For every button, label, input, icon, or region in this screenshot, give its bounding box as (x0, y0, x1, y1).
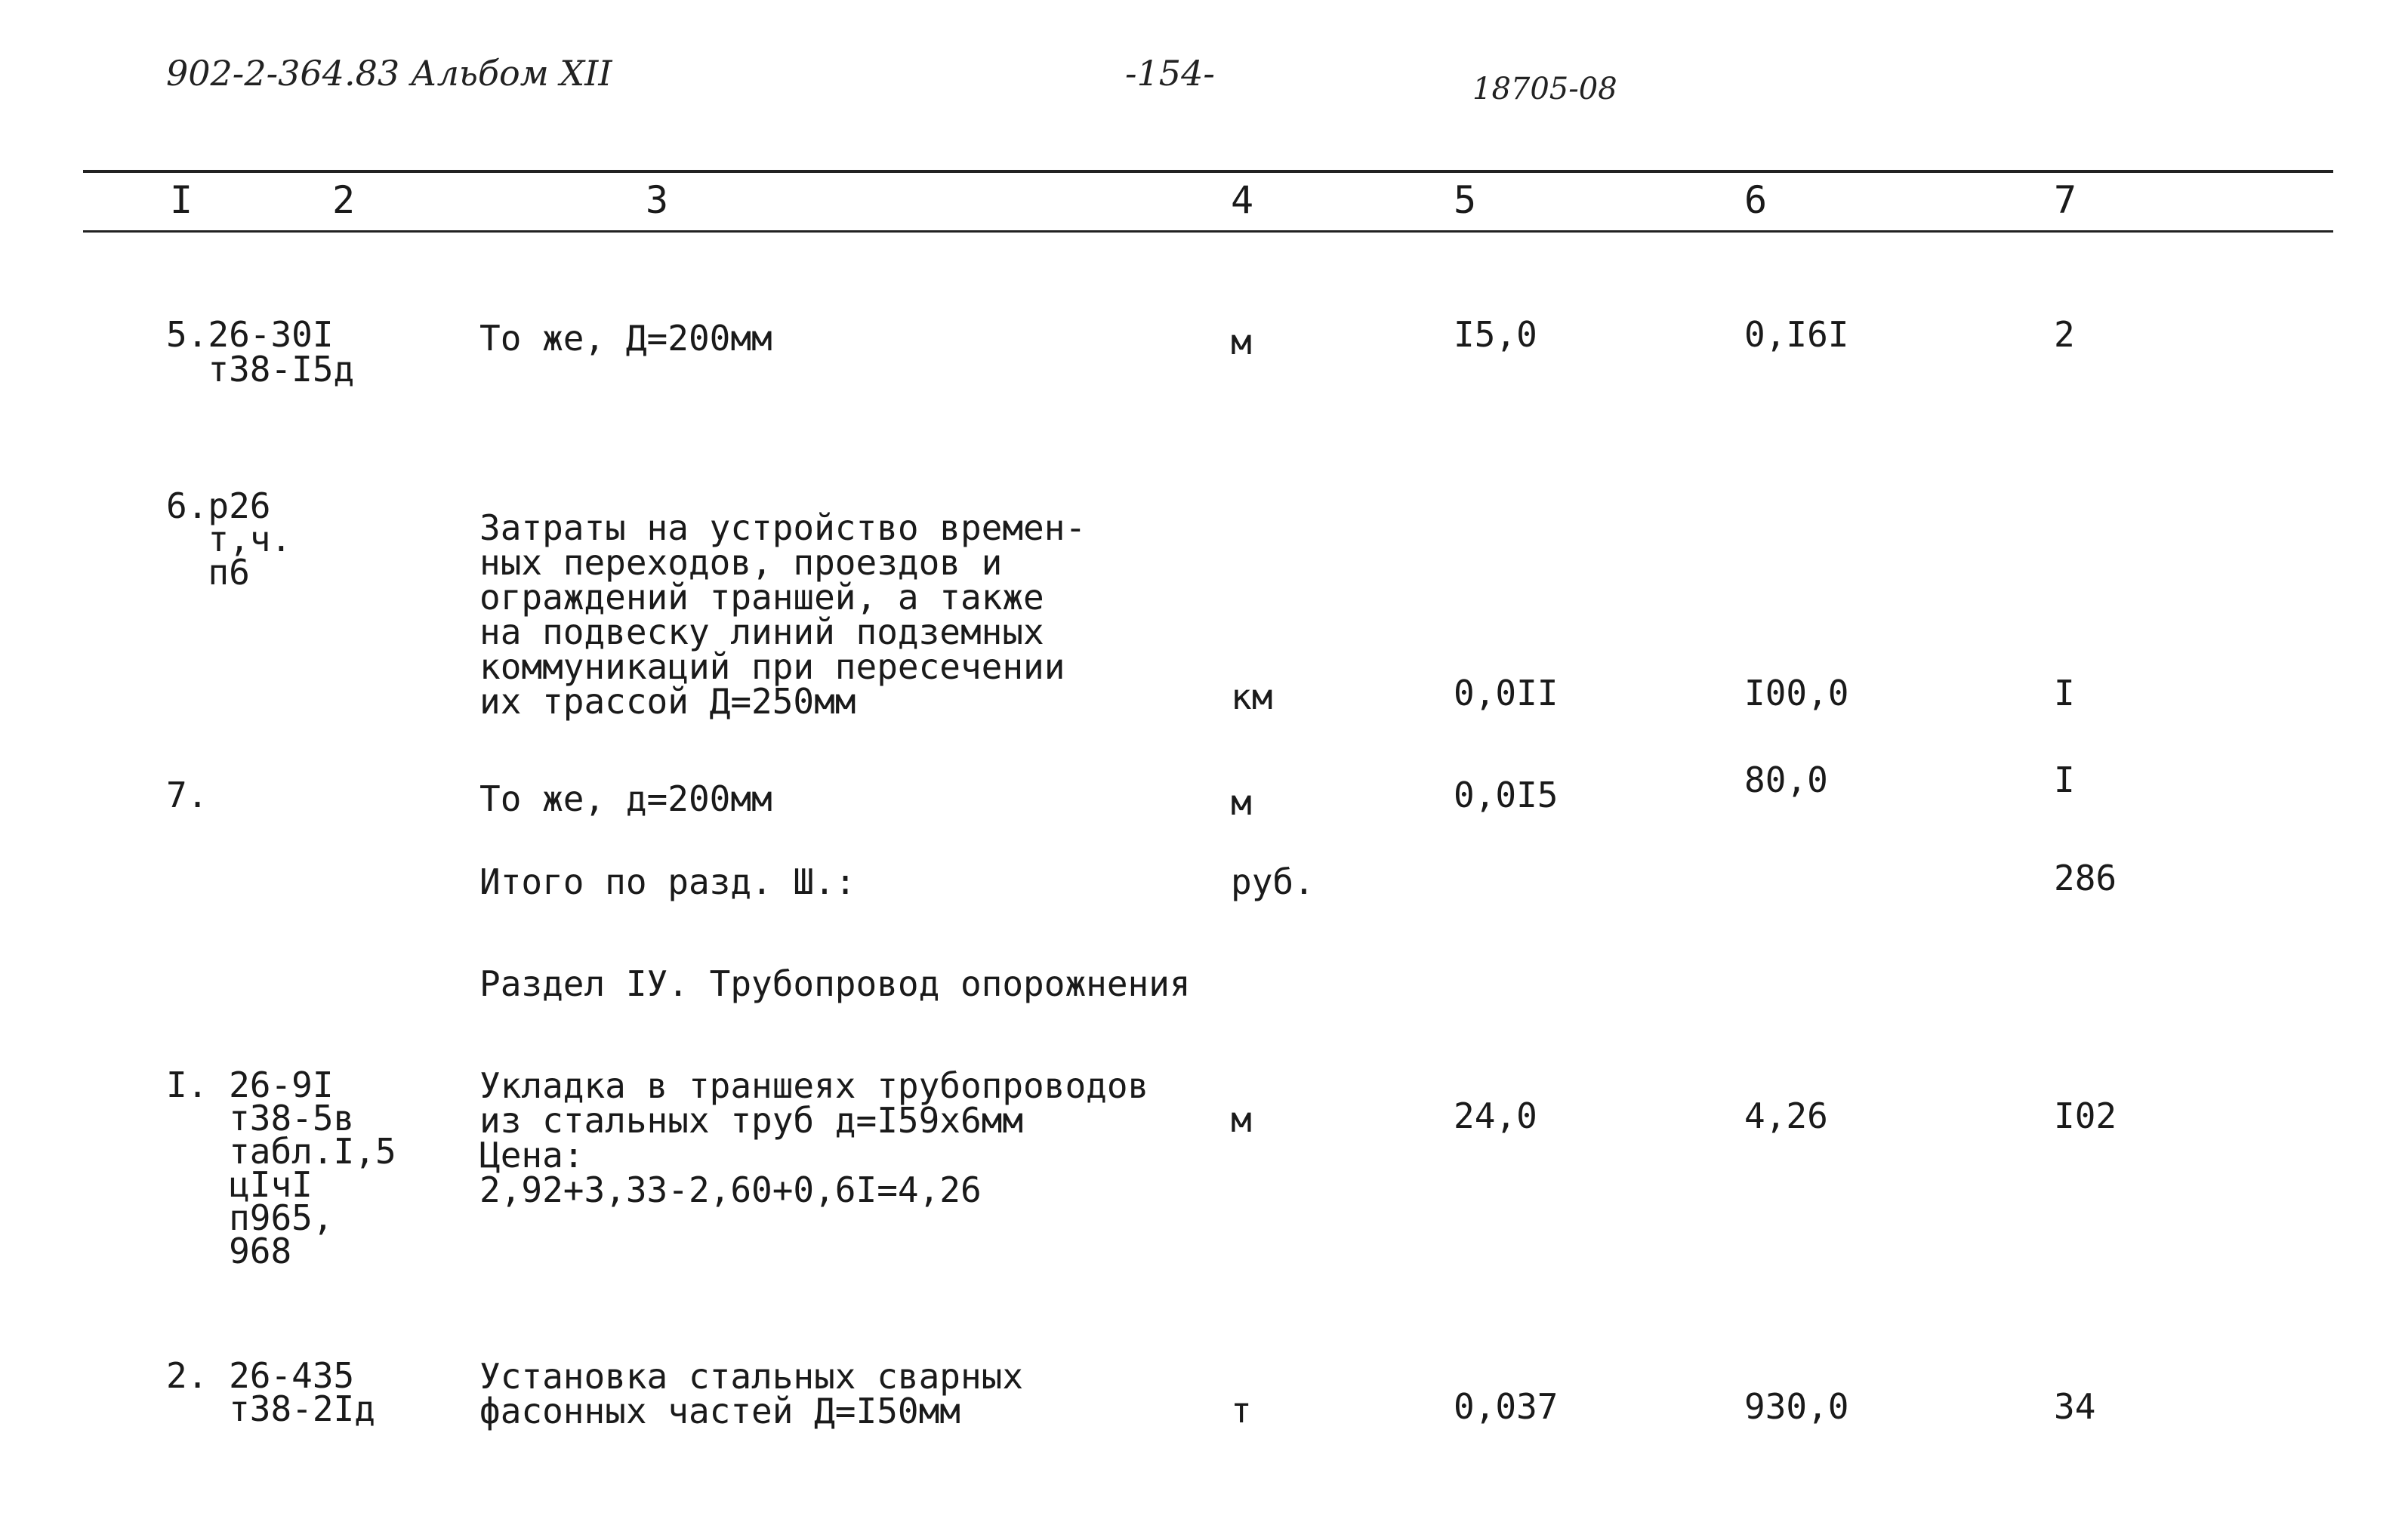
column-header: 7 (2054, 178, 2077, 222)
row-code: I. 26-9I т38-5в табл.I,5 цIчI п965, 968 (166, 1065, 396, 1271)
row-total: 2 (2054, 314, 2075, 355)
row-unit: м (1231, 1099, 1252, 1140)
row-unit: руб. (1231, 861, 1315, 902)
row-unit: км (1231, 676, 1273, 717)
row-price: I00,0 (1744, 673, 1849, 713)
row-description: Установка стальных сварных фасонных частей Д=I50мм (479, 1356, 1024, 1431)
row-quantity: I5,0 (1454, 314, 1537, 355)
row-code: 5.26-30I т38-I5д (166, 314, 355, 390)
row-quantity: 0,037 (1454, 1386, 1559, 1427)
table-top-rule (83, 170, 2333, 173)
column-header: I (170, 178, 193, 222)
column-header: 4 (1231, 178, 1254, 222)
row-code: 2. 26-435 т38-2Iд (166, 1355, 375, 1429)
row-code: 6.р26 т,ч. п6 (166, 485, 292, 593)
row-unit: м (1231, 782, 1252, 823)
row-quantity: 0,0II (1454, 673, 1559, 713)
row-price: 4,26 (1744, 1095, 1828, 1136)
row-unit: т (1231, 1390, 1252, 1431)
column-header: 3 (646, 178, 669, 222)
row-total: I (2054, 673, 2075, 713)
row-price: 80,0 (1744, 760, 1828, 800)
row-description: То же, Д=200мм (479, 318, 772, 359)
row-total: 286 (2054, 858, 2117, 898)
row-description: То же, д=200мм (479, 778, 772, 819)
row-description: Укладка в траншеях трубопроводов из стальных труб д=I59х6мм Цена: 2,92+3,33-2,60+0,6I=4,26 (479, 1065, 1149, 1210)
row-code: 7. (166, 775, 208, 815)
album-reference: 902-2-364.83 Альбом XII (166, 53, 612, 94)
document-code: 18705-08 (1472, 72, 1617, 106)
column-header: 6 (1744, 178, 1768, 222)
row-quantity: 24,0 (1454, 1095, 1537, 1136)
table-header-rule (83, 230, 2333, 233)
row-description: Затраты на устройство времен- ных переходов, проездов и ограждений траншей, а также на подвеску линий подземных коммуникаций при пересечении их трассой Д=250мм (479, 507, 1087, 722)
row-description: Итого по разд. Ш.: (479, 861, 856, 902)
column-header: 2 (332, 178, 356, 222)
row-price: 0,I6I (1744, 314, 1849, 355)
row-total: I02 (2054, 1095, 2117, 1136)
section-heading: Раздел IУ. Трубопровод опорожнения (479, 963, 1191, 1004)
row-price: 930,0 (1744, 1386, 1849, 1427)
row-unit: м (1231, 322, 1252, 362)
row-total: I (2054, 760, 2075, 800)
row-total: 34 (2054, 1386, 2096, 1427)
column-header: 5 (1454, 178, 1477, 222)
row-quantity: 0,0I5 (1454, 775, 1559, 815)
page-number: -154- (1125, 53, 1215, 94)
